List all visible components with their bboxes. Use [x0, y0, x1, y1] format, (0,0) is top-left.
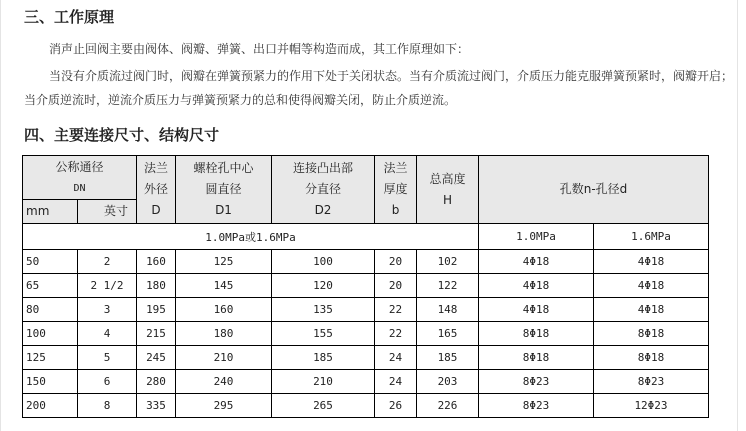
- table-cell: 280: [137, 370, 176, 394]
- table-cell: 200: [23, 394, 78, 418]
- pressure-label: 1.0MPa或1.6MPa: [23, 224, 479, 250]
- table-row: [23, 346, 709, 370]
- header-b: [375, 156, 417, 224]
- table-cell: 8: [78, 394, 137, 418]
- table-cell: 210: [272, 370, 375, 394]
- header-symbol: DN: [73, 182, 86, 194]
- table-cell: 195: [137, 298, 176, 322]
- header-inch: 英寸: [78, 200, 137, 224]
- table-cell: 50: [23, 250, 78, 274]
- table-cell: 185: [417, 346, 479, 370]
- section-title-dimensions: 四、主要连接尺寸、结构尺寸: [24, 126, 220, 144]
- header-symbol: H: [442, 192, 453, 207]
- table-cell: 2 1/2: [78, 274, 137, 298]
- table-cell: 160: [176, 298, 272, 322]
- table-cell: 26: [375, 394, 417, 418]
- header-H: [417, 156, 479, 224]
- table-cell: 295: [176, 394, 272, 418]
- table-row: [23, 322, 709, 346]
- table-cell: 20: [375, 250, 417, 274]
- header-label: 法兰厚度: [383, 161, 408, 196]
- table-cell: 155: [272, 322, 375, 346]
- header-label: 法兰外径: [143, 161, 168, 196]
- table-cell: 148: [417, 298, 479, 322]
- table-cell: 180: [137, 274, 176, 298]
- table-cell: 24: [375, 370, 417, 394]
- paragraph: 当没有介质流过阀门时，阀瓣在弹簧预紧力的作用下处于关闭状态。当有介质流过阀门，介质压力能克服弹簧预紧时，阀瓣开启；: [49, 69, 734, 83]
- table-cell: 20: [375, 274, 417, 298]
- table-cell: 102: [417, 250, 479, 274]
- table-row: [23, 370, 709, 394]
- section-title-working-principle: 三、工作原理: [24, 8, 115, 26]
- table-cell: 145: [176, 274, 272, 298]
- table-cell: 8Φ18: [479, 346, 594, 370]
- table-cell: 125: [176, 250, 272, 274]
- paragraph: 消声止回阀主要由阀体、阀瓣、弹簧、出口并帽等构造而成，其工作原理如下：: [49, 42, 470, 56]
- table-cell: 8Φ23: [594, 370, 709, 394]
- table-cell: 215: [137, 322, 176, 346]
- header-dn: [23, 156, 137, 200]
- table-cell: 8Φ18: [479, 322, 594, 346]
- table-cell: 245: [137, 346, 176, 370]
- table-cell: 120: [272, 274, 375, 298]
- table-cell: 65: [23, 274, 78, 298]
- header-symbol: D: [151, 203, 161, 217]
- table-cell: 12Φ23: [594, 394, 709, 418]
- table-cell: 160: [137, 250, 176, 274]
- table-cell: 4Φ18: [594, 274, 709, 298]
- table-cell: 3: [78, 298, 137, 322]
- header-D: [137, 156, 176, 224]
- table-cell: 240: [176, 370, 272, 394]
- table-cell: 2: [78, 250, 137, 274]
- table-row: [23, 394, 709, 418]
- table-cell: 135: [272, 298, 375, 322]
- header-symbol: D1: [215, 203, 232, 217]
- table-cell: 165: [417, 322, 479, 346]
- header-D1: [176, 156, 272, 224]
- header-D2: [272, 156, 375, 224]
- table-cell: 150: [23, 370, 78, 394]
- table-cell: 80: [23, 298, 78, 322]
- pressure-1-0: 1.0MPa: [479, 224, 594, 250]
- header-label: 连接凸出部分直径: [292, 161, 353, 196]
- table-cell: 122: [417, 274, 479, 298]
- table-cell: 203: [417, 370, 479, 394]
- table-cell: 100: [272, 250, 375, 274]
- table-cell: 6: [78, 370, 137, 394]
- pressure-1-6: 1.6MPa: [594, 224, 709, 250]
- header-symbol: b: [391, 203, 400, 217]
- table-cell: 335: [137, 394, 176, 418]
- table-cell: 4Φ18: [479, 250, 594, 274]
- header-holes: 孔数n-孔径d: [479, 156, 709, 224]
- header-mm: mm: [23, 200, 78, 224]
- table-cell: 4Φ18: [479, 298, 594, 322]
- table-cell: 8Φ23: [479, 370, 594, 394]
- table-row: [23, 250, 709, 274]
- table-cell: 22: [375, 322, 417, 346]
- header-symbol: D2: [314, 203, 332, 217]
- table-cell: 265: [272, 394, 375, 418]
- table-cell: 4Φ18: [594, 250, 709, 274]
- table-cell: 22: [375, 298, 417, 322]
- table-cell: 125: [23, 346, 78, 370]
- header-label: 公称通径: [55, 159, 104, 174]
- table-cell: 185: [272, 346, 375, 370]
- table-cell: 100: [23, 322, 78, 346]
- table-row: [23, 298, 709, 322]
- header-label: 总高度: [429, 171, 466, 186]
- table-cell: 5: [78, 346, 137, 370]
- table-cell: 210: [176, 346, 272, 370]
- table-cell: 180: [176, 322, 272, 346]
- table-cell: 8Φ18: [594, 322, 709, 346]
- table-cell: 4Φ18: [479, 274, 594, 298]
- paragraph: 当介质逆流时，逆流介质压力与弹簧预紧力的总和使得阀瓣关闭，防止介质逆流。: [24, 93, 457, 107]
- table-cell: 8Φ18: [594, 346, 709, 370]
- table-cell: 226: [417, 394, 479, 418]
- dimensions-table: [22, 155, 709, 418]
- table-cell: 8Φ23: [479, 394, 594, 418]
- table-row: [23, 274, 709, 298]
- table-cell: 4Φ18: [594, 298, 709, 322]
- header-label: 螺栓孔中心圆直径: [193, 161, 254, 196]
- table-cell: 4: [78, 322, 137, 346]
- table-cell: 24: [375, 346, 417, 370]
